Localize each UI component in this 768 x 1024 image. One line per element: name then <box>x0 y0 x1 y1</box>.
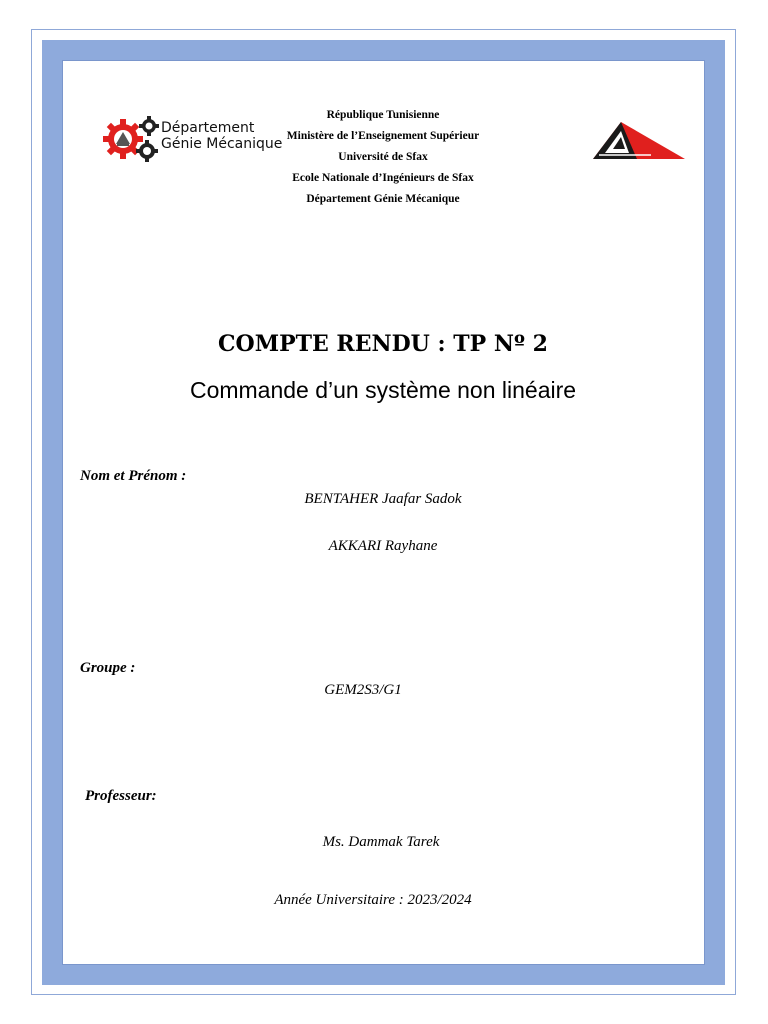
header-line-4: Ecole Nationale d’Ingénieurs de Sfax <box>292 172 474 184</box>
group-value: GEM2S3/G1 <box>324 682 402 698</box>
academic-year: Année Universitaire : 2023/2024 <box>274 892 472 908</box>
department-logo-line1: Département <box>161 120 255 136</box>
professor-label: Professeur: <box>85 788 157 804</box>
school-logo <box>591 119 685 161</box>
group-label: Groupe : <box>80 660 136 676</box>
report-subtitle: Commande d’un système non linéaire <box>189 377 577 403</box>
department-logo-line2: Génie Mécanique <box>161 136 283 152</box>
header-line-3: Université de Sfax <box>338 151 428 163</box>
report-title: COMPTE RENDU : TP Nº 2 <box>218 331 548 357</box>
cover-page <box>62 60 705 965</box>
enis-emblem-icon <box>591 119 685 161</box>
students-label: Nom et Prénom : <box>80 468 187 484</box>
student-name-1: BENTAHER Jaafar Sadok <box>304 491 462 507</box>
header-line-1: République Tunisienne <box>326 109 440 121</box>
header-line-5: Département Génie Mécanique <box>306 193 460 205</box>
student-name-2: AKKARI Rayhane <box>328 538 438 554</box>
page-frame <box>42 40 725 985</box>
header-line-2: Ministère de l’Enseignement Supérieur <box>286 130 480 142</box>
professor-name: Ms. Dammak Tarek <box>322 834 440 850</box>
